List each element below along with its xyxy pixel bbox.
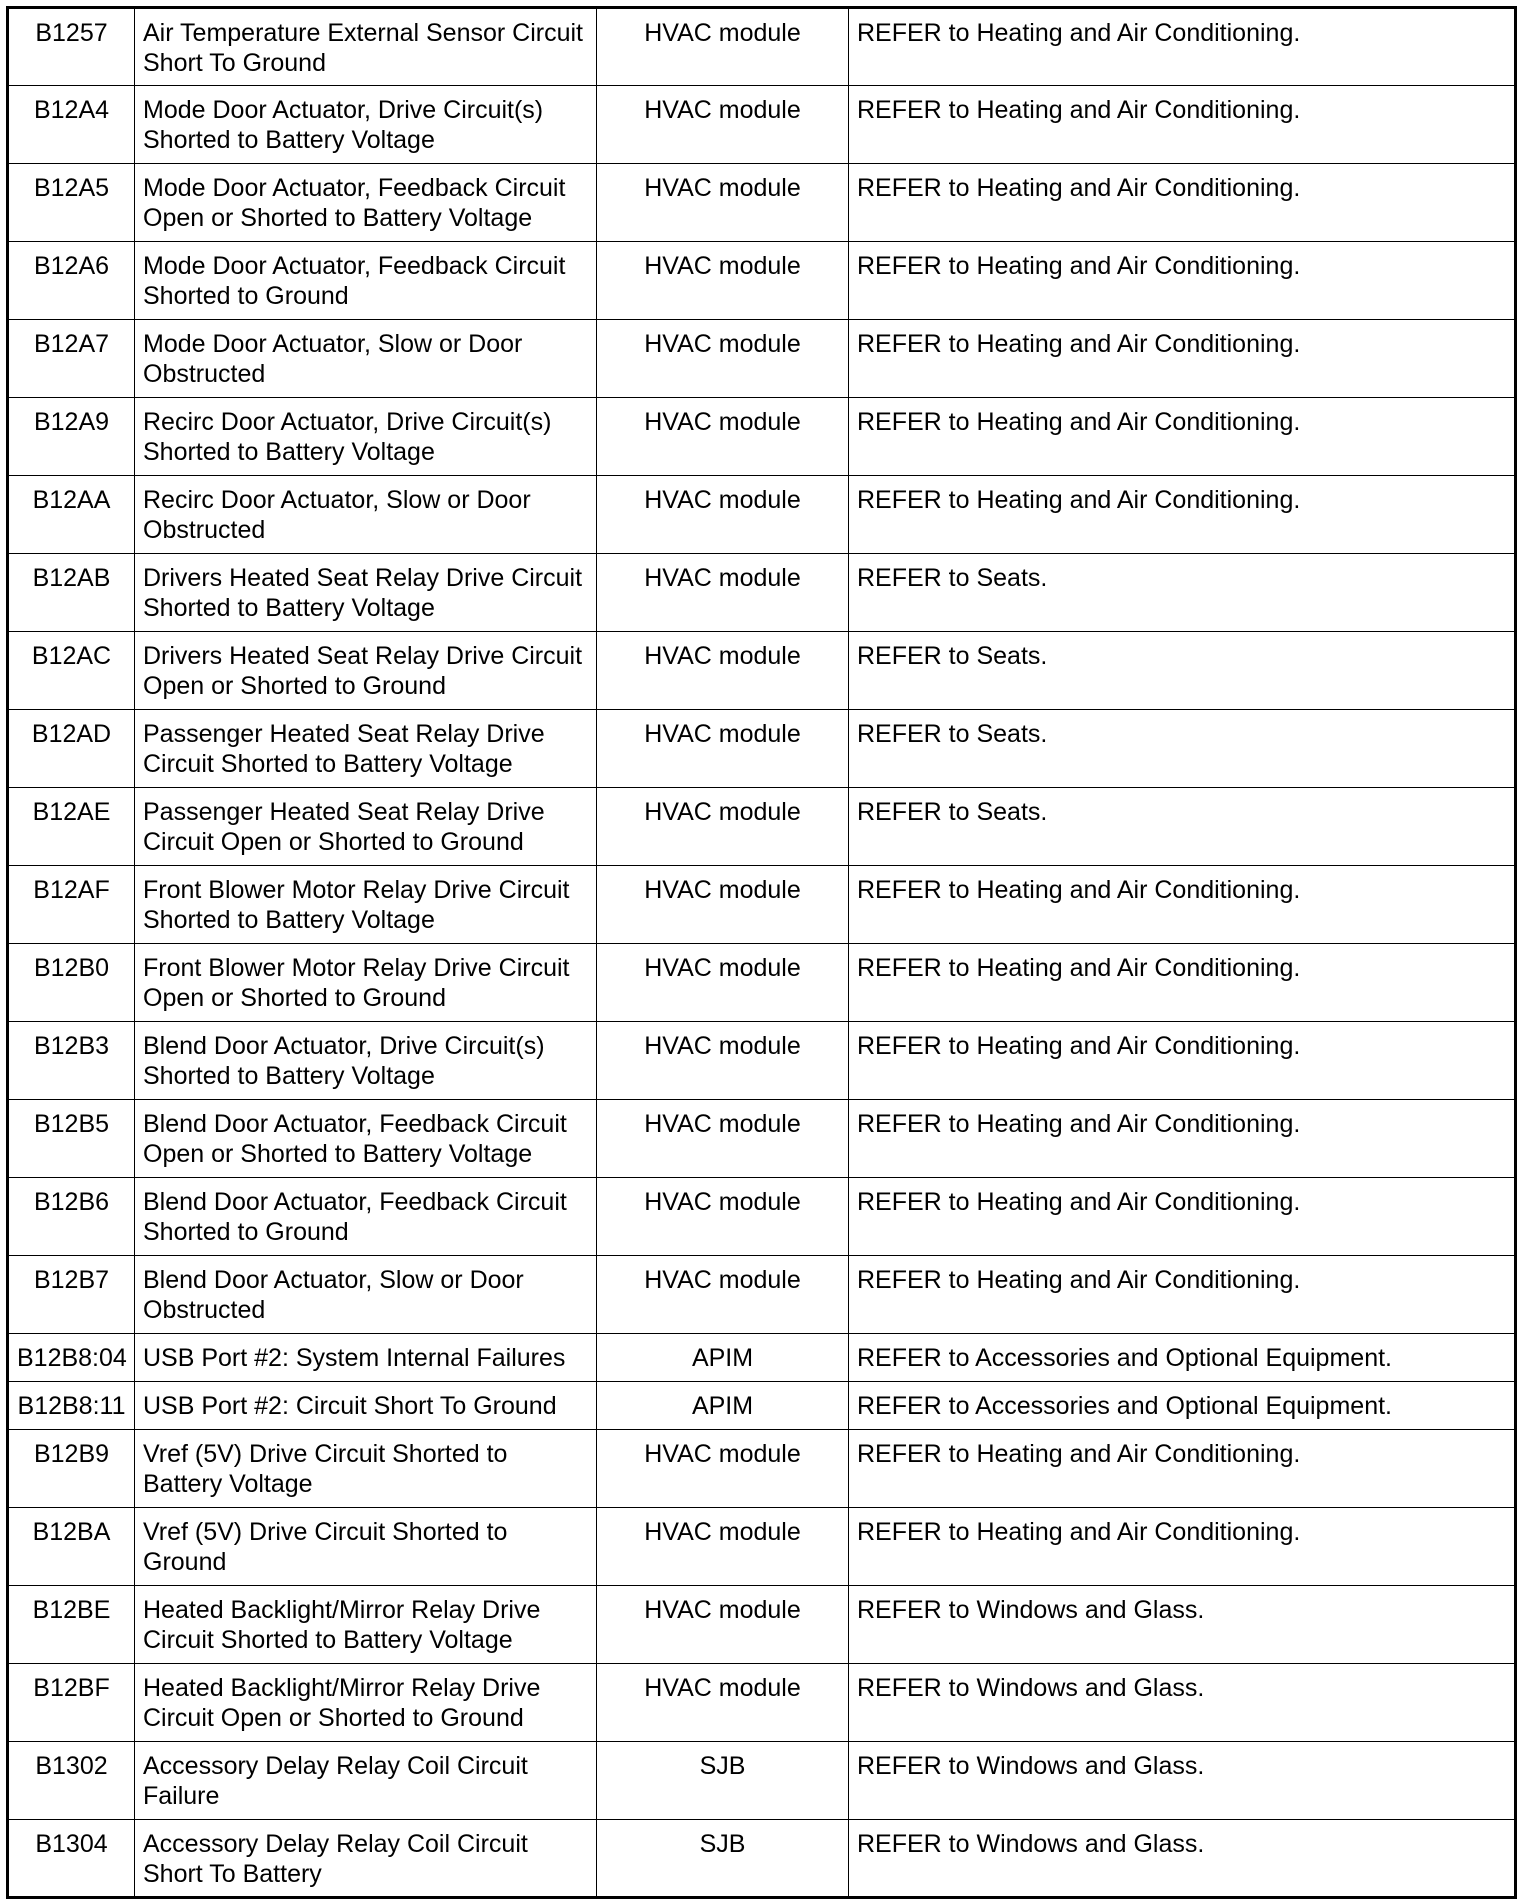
dtc-action: REFER to Seats.: [849, 554, 1516, 632]
table-row: [8, 788, 1516, 866]
dtc-module: HVAC module: [597, 1022, 849, 1100]
dtc-action: REFER to Heating and Air Conditioning.: [849, 1256, 1516, 1334]
dtc-module: HVAC module: [597, 164, 849, 242]
dtc-code: B12B8:11: [8, 1382, 135, 1430]
table-row: [8, 1382, 1516, 1430]
dtc-action: REFER to Windows and Glass.: [849, 1742, 1516, 1820]
dtc-module: SJB: [597, 1820, 849, 1898]
dtc-description: Blend Door Actuator, Drive Circuit(s) Shorted to Battery Voltage: [135, 1022, 597, 1100]
table-row: [8, 1742, 1516, 1820]
table-row: [8, 1334, 1516, 1382]
dtc-action: REFER to Windows and Glass.: [849, 1664, 1516, 1742]
dtc-module: HVAC module: [597, 788, 849, 866]
dtc-description: Recirc Door Actuator, Drive Circuit(s) Shorted to Battery Voltage: [135, 398, 597, 476]
dtc-module: HVAC module: [597, 710, 849, 788]
dtc-module: HVAC module: [597, 632, 849, 710]
dtc-description: Accessory Delay Relay Coil Circuit Failure: [135, 1742, 597, 1820]
dtc-description: Blend Door Actuator, Feedback Circuit Open or Shorted to Battery Voltage: [135, 1100, 597, 1178]
dtc-module: HVAC module: [597, 476, 849, 554]
dtc-description: Blend Door Actuator, Feedback Circuit Shorted to Ground: [135, 1178, 597, 1256]
dtc-code: B12A7: [8, 320, 135, 398]
dtc-code: B12AE: [8, 788, 135, 866]
dtc-action: REFER to Heating and Air Conditioning.: [849, 8, 1516, 86]
dtc-table: [6, 6, 1517, 1899]
dtc-description: Mode Door Actuator, Feedback Circuit Shorted to Ground: [135, 242, 597, 320]
dtc-code: B12A6: [8, 242, 135, 320]
table-row: [8, 476, 1516, 554]
dtc-description: Mode Door Actuator, Slow or Door Obstructed: [135, 320, 597, 398]
dtc-action: REFER to Heating and Air Conditioning.: [849, 944, 1516, 1022]
dtc-module: HVAC module: [597, 1100, 849, 1178]
dtc-module: HVAC module: [597, 8, 849, 86]
dtc-description: Passenger Heated Seat Relay Drive Circuit Open or Shorted to Ground: [135, 788, 597, 866]
dtc-code: B12B5: [8, 1100, 135, 1178]
dtc-code: B12BF: [8, 1664, 135, 1742]
dtc-code: B1302: [8, 1742, 135, 1820]
dtc-description: Passenger Heated Seat Relay Drive Circuit Shorted to Battery Voltage: [135, 710, 597, 788]
dtc-action: REFER to Seats.: [849, 788, 1516, 866]
dtc-code: B12B7: [8, 1256, 135, 1334]
dtc-action: REFER to Heating and Air Conditioning.: [849, 866, 1516, 944]
dtc-module: HVAC module: [597, 1256, 849, 1334]
table-row: [8, 1664, 1516, 1742]
dtc-description: Heated Backlight/Mirror Relay Drive Circuit Shorted to Battery Voltage: [135, 1586, 597, 1664]
table-row: [8, 1430, 1516, 1508]
dtc-code: B12BE: [8, 1586, 135, 1664]
dtc-module: HVAC module: [597, 1664, 849, 1742]
dtc-code: B12B9: [8, 1430, 135, 1508]
dtc-action: REFER to Heating and Air Conditioning.: [849, 1178, 1516, 1256]
dtc-description: Front Blower Motor Relay Drive Circuit Shorted to Battery Voltage: [135, 866, 597, 944]
table-row: [8, 242, 1516, 320]
dtc-description: Mode Door Actuator, Drive Circuit(s) Shorted to Battery Voltage: [135, 86, 597, 164]
table-row: [8, 1100, 1516, 1178]
table-row: [8, 86, 1516, 164]
dtc-module: APIM: [597, 1382, 849, 1430]
dtc-module: HVAC module: [597, 1508, 849, 1586]
dtc-action: REFER to Accessories and Optional Equipment.: [849, 1334, 1516, 1382]
table-row: [8, 554, 1516, 632]
table-row: [8, 1508, 1516, 1586]
table-row: [8, 632, 1516, 710]
dtc-action: REFER to Accessories and Optional Equipment.: [849, 1382, 1516, 1430]
dtc-module: HVAC module: [597, 1586, 849, 1664]
dtc-action: REFER to Windows and Glass.: [849, 1586, 1516, 1664]
table-row: [8, 866, 1516, 944]
dtc-module: HVAC module: [597, 242, 849, 320]
dtc-code: B12AB: [8, 554, 135, 632]
dtc-description: Vref (5V) Drive Circuit Shorted to Battery Voltage: [135, 1430, 597, 1508]
table-row: [8, 1022, 1516, 1100]
dtc-code: B12B8:04: [8, 1334, 135, 1382]
dtc-module: HVAC module: [597, 86, 849, 164]
dtc-code: B12A9: [8, 398, 135, 476]
dtc-description: USB Port #2: System Internal Failures: [135, 1334, 597, 1382]
dtc-action: REFER to Heating and Air Conditioning.: [849, 1022, 1516, 1100]
dtc-code: B1257: [8, 8, 135, 86]
dtc-action: REFER to Heating and Air Conditioning.: [849, 1100, 1516, 1178]
table-row: [8, 8, 1516, 86]
dtc-description: Blend Door Actuator, Slow or Door Obstructed: [135, 1256, 597, 1334]
dtc-description: Drivers Heated Seat Relay Drive Circuit Shorted to Battery Voltage: [135, 554, 597, 632]
table-row: [8, 1256, 1516, 1334]
dtc-description: Mode Door Actuator, Feedback Circuit Open or Shorted to Battery Voltage: [135, 164, 597, 242]
dtc-table-body: [8, 8, 1516, 1898]
dtc-module: HVAC module: [597, 1430, 849, 1508]
dtc-action: REFER to Heating and Air Conditioning.: [849, 398, 1516, 476]
dtc-action: REFER to Heating and Air Conditioning.: [849, 320, 1516, 398]
table-row: [8, 710, 1516, 788]
dtc-action: REFER to Heating and Air Conditioning.: [849, 86, 1516, 164]
dtc-action: REFER to Windows and Glass.: [849, 1820, 1516, 1898]
dtc-code: B12AF: [8, 866, 135, 944]
dtc-description: Front Blower Motor Relay Drive Circuit Open or Shorted to Ground: [135, 944, 597, 1022]
dtc-action: REFER to Seats.: [849, 710, 1516, 788]
dtc-code: B1304: [8, 1820, 135, 1898]
dtc-module: HVAC module: [597, 554, 849, 632]
dtc-action: REFER to Seats.: [849, 632, 1516, 710]
dtc-action: REFER to Heating and Air Conditioning.: [849, 242, 1516, 320]
table-row: [8, 164, 1516, 242]
dtc-module: APIM: [597, 1334, 849, 1382]
dtc-code: B12AD: [8, 710, 135, 788]
table-row: [8, 944, 1516, 1022]
dtc-action: REFER to Heating and Air Conditioning.: [849, 1430, 1516, 1508]
dtc-action: REFER to Heating and Air Conditioning.: [849, 164, 1516, 242]
dtc-module: HVAC module: [597, 320, 849, 398]
table-row: [8, 1178, 1516, 1256]
dtc-description: USB Port #2: Circuit Short To Ground: [135, 1382, 597, 1430]
table-row: [8, 320, 1516, 398]
dtc-table-page: [6, 6, 1514, 1899]
dtc-code: B12B0: [8, 944, 135, 1022]
dtc-action: REFER to Heating and Air Conditioning.: [849, 1508, 1516, 1586]
dtc-description: Accessory Delay Relay Coil Circuit Short To Battery: [135, 1820, 597, 1898]
dtc-description: Drivers Heated Seat Relay Drive Circuit Open or Shorted to Ground: [135, 632, 597, 710]
table-row: [8, 1820, 1516, 1898]
dtc-description: Heated Backlight/Mirror Relay Drive Circuit Open or Shorted to Ground: [135, 1664, 597, 1742]
dtc-module: HVAC module: [597, 1178, 849, 1256]
dtc-description: Air Temperature External Sensor Circuit Short To Ground: [135, 8, 597, 86]
dtc-module: SJB: [597, 1742, 849, 1820]
dtc-module: HVAC module: [597, 944, 849, 1022]
dtc-code: B12B3: [8, 1022, 135, 1100]
dtc-code: B12AC: [8, 632, 135, 710]
dtc-code: B12BA: [8, 1508, 135, 1586]
dtc-code: B12A5: [8, 164, 135, 242]
dtc-code: B12AA: [8, 476, 135, 554]
dtc-description: Vref (5V) Drive Circuit Shorted to Ground: [135, 1508, 597, 1586]
dtc-action: REFER to Heating and Air Conditioning.: [849, 476, 1516, 554]
dtc-code: B12B6: [8, 1178, 135, 1256]
dtc-code: B12A4: [8, 86, 135, 164]
dtc-description: Recirc Door Actuator, Slow or Door Obstructed: [135, 476, 597, 554]
table-row: [8, 1586, 1516, 1664]
dtc-module: HVAC module: [597, 398, 849, 476]
table-row: [8, 398, 1516, 476]
dtc-module: HVAC module: [597, 866, 849, 944]
